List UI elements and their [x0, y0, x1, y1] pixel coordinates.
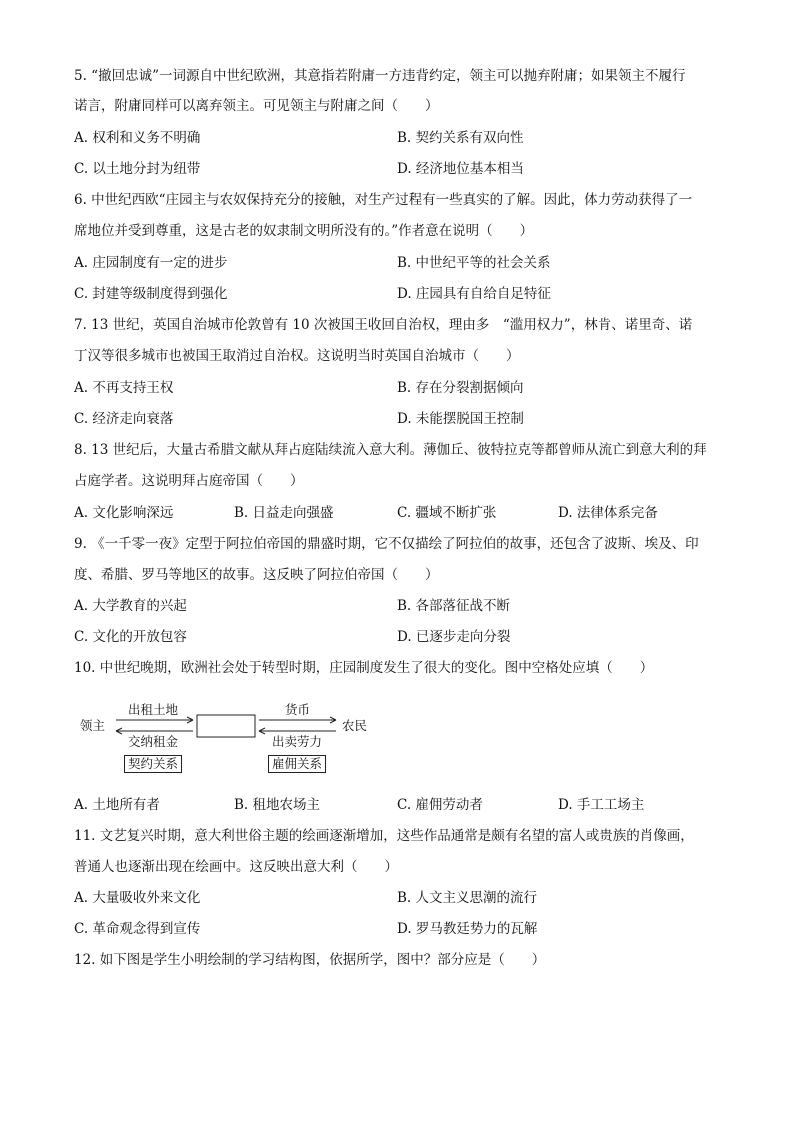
q5-option-b: B. 契约关系有双向性 [397, 130, 524, 146]
q9-option-a: A. 大学教育的兴起 [74, 598, 187, 614]
q5-option-d: D. 经济地位基本相当 [397, 161, 524, 177]
q8-option-d: D. 法律体系完备 [558, 505, 658, 521]
q8-stem-line2: 占庭学者。这说明拜占庭帝国（ ） [74, 473, 304, 489]
q12-stem: 12. 如下图是学生小明绘制的学习结构图，依据所学，图中？部分应是（ ） [74, 952, 546, 968]
q10-option-b: B. 租地农场主 [234, 797, 321, 813]
q6-stem-line1: 6. 中世纪西欧“庄园主与农奴保持充分的接触，对生产过程有一些真实的了解。因此，体力劳动获得了一 [74, 192, 693, 208]
diagram-money-label: 货币 [285, 702, 311, 717]
q11-option-b: B. 人文主义思潮的流行 [397, 890, 538, 906]
diagram-pay-rent-label: 交纳租金 [128, 734, 179, 749]
q7-stem-line2: 丁汉等很多城市也被国王取消过自治权。这说明当时英国自治城市（ ） [74, 348, 520, 364]
q6-option-d: D. 庄园具有自给自足特征 [397, 286, 551, 302]
q6-option-c: C. 封建等级制度得到强化 [74, 286, 228, 302]
diagram-arrows [74, 700, 384, 780]
q5-stem-line2: 诺言，附庸同样可以离弃领主。可见领主与附庸之间（ ） [74, 98, 439, 114]
diagram-rent-land-label: 出租土地 [128, 702, 179, 717]
q7-option-a: A. 不再支持王权 [74, 380, 174, 396]
q7-option-b: B. 存在分裂割据倾向 [397, 380, 524, 396]
q6-option-a: A. 庄园制度有一定的进步 [74, 255, 228, 271]
q8-option-a: A. 文化影响深远 [74, 505, 174, 521]
q9-stem-line2: 度、希腊、罗马等地区的故事。这反映了阿拉伯帝国（ ） [74, 567, 439, 583]
q9-option-c: C. 文化的开放包容 [74, 629, 187, 645]
diagram-farmer-label: 农民 [342, 718, 368, 733]
q8-stem-line1: 8. 13 世纪后，大量古希腊文献从拜占庭陆续流入意大利。薄伽丘、彼特拉克等都曾师从流亡到意大利的拜 [74, 442, 707, 458]
q10-option-c: C. 雇佣劳动者 [397, 797, 483, 813]
diagram-sell-labor-label: 出卖劳力 [272, 734, 323, 749]
q11-stem-line2: 普通人也逐渐出现在绘画中。这反映出意大利（ ） [74, 859, 398, 875]
q7-option-c: C. 经济走向衰落 [74, 411, 174, 427]
diagram-contract-box: 契约关系 [124, 755, 182, 773]
q11-stem-line1: 11. 文艺复兴时期，意大利世俗主题的绘画逐渐增加，这些作品通常是颇有名望的富人或贵族的肖像画， [74, 828, 694, 844]
diagram-lord-label: 领主 [80, 718, 106, 733]
q9-option-d: D. 已逐步走向分裂 [397, 629, 511, 645]
manor-relation-diagram [74, 700, 384, 780]
diagram-hire-box: 雇佣关系 [268, 755, 326, 773]
q10-option-a: A. 土地所有者 [74, 797, 160, 813]
q9-option-b: B. 各部落征战不断 [397, 598, 511, 614]
q11-option-d: D. 罗马教廷势力的瓦解 [397, 921, 538, 937]
q11-option-c: C. 革命观念得到宣传 [74, 921, 201, 937]
q8-option-b: B. 日益走向强盛 [234, 505, 334, 521]
q6-stem-line2: 席地位并受到尊重，这是古老的奴隶制文明所没有的。”作者意在说明（ ） [74, 223, 534, 239]
q10-option-d: D. 手工工场主 [558, 797, 645, 813]
q7-option-d: D. 未能摆脱国王控制 [397, 411, 524, 427]
q5-option-c: C. 以土地分封为纽带 [74, 161, 201, 177]
diagram-blank-box [197, 715, 255, 737]
q6-option-b: B. 中世纪平等的社会关系 [397, 255, 551, 271]
q5-stem-line1: 5. “撤回忠诚”一词源自中世纪欧洲，其意指若附庸一方违背约定，领主可以抛弃附庸；如果领主不履行 [74, 68, 686, 84]
q11-option-a: A. 大量吸收外来文化 [74, 890, 201, 906]
q8-option-c: C. 疆域不断扩张 [397, 505, 497, 521]
q9-stem-line1: 9. 《一千零一夜》定型于阿拉伯帝国的鼎盛时期，它不仅描绘了阿拉伯的故事，还包含了波斯、埃及、印 [74, 536, 699, 552]
q7-stem-line1: 7. 13 世纪，英国自治城市伦敦曾有 10 次被国王收回自治权，理由多 “滥用权力”，林肯、诺里奇、诺 [74, 317, 693, 333]
q5-option-a: A. 权利和义务不明确 [74, 130, 201, 146]
q10-stem: 10. 中世纪晚期，欧洲社会处于转型时期，庄园制度发生了很大的变化。图中空格处应填（ ） [74, 660, 654, 676]
